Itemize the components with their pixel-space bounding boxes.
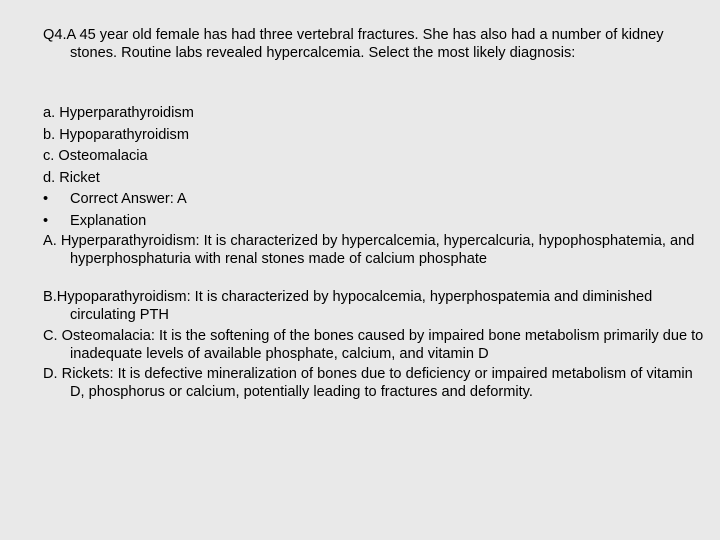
question-text: Q4.A 45 year old female has had three vertebral fractures. She has also had a number of kidney stones. Routine labs revealed hypercalcemia. Select the most likely diagnosis: (43, 27, 664, 61)
option-c: c. Osteomalacia (43, 148, 148, 164)
bullet-icon: • (43, 212, 49, 229)
explanation-heading: Explanation (70, 212, 147, 229)
explanation-d: D. Rickets: It is defective mineralization of bones due to deficiency or impaired metabolism of vitamin D, phosphorus or calcium, potentially leading to fractures and deformity. (43, 366, 693, 400)
option-d: d. Ricket (43, 169, 100, 186)
correct-answer-line (43, 189, 683, 211)
answer-options (43, 103, 683, 232)
option-b: b. Hypoparathyroidism (43, 126, 190, 143)
explanation-heading-line (43, 211, 683, 233)
bullet-icon: • (43, 191, 49, 207)
correct-answer-text: Correct Answer: A (70, 191, 187, 207)
explanation-c: C. Osteomalacia: It is the softening of the bones caused by impaired bone metabolism primarily due to inadequate levels of available phosphate, calcium, and vitamin D (43, 328, 704, 362)
option-a: a. Hyperparathyroidism (43, 105, 194, 121)
explanation-a: A. Hyperparathyroidism: It is characterized by hypercalcemia, hypercalcuria, hypophosphatemia, and hyperphosphaturia with renal stones made of calcium phosphate (43, 233, 695, 267)
explanation-b: B.Hypoparathyroidism: It is characterized by hypocalcemia, hyperphospatemia and diminished circulating PTH (43, 289, 653, 323)
